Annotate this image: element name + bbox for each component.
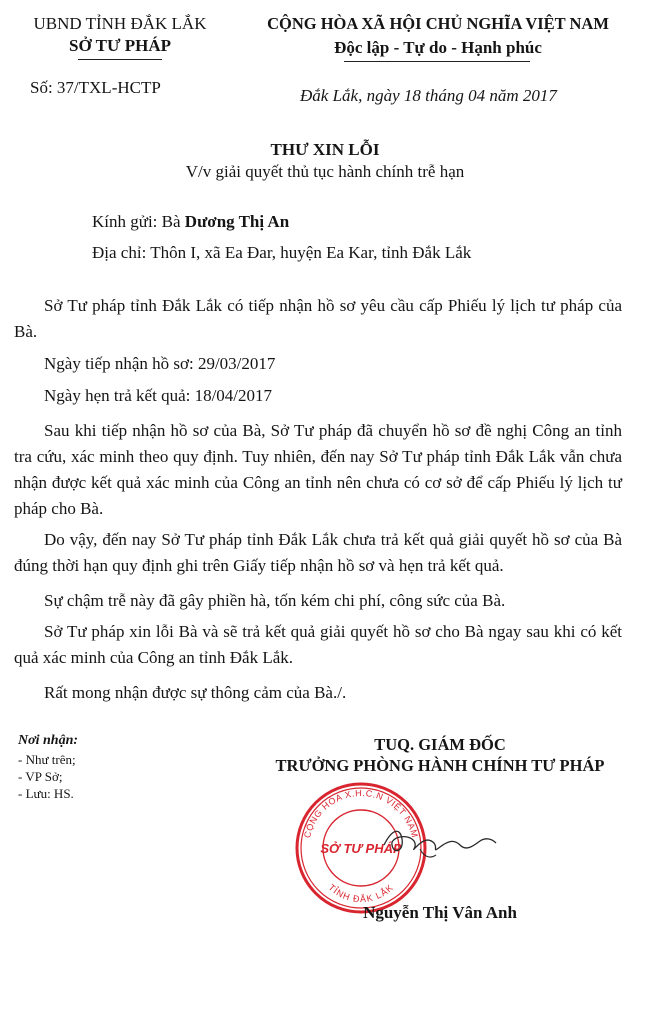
- letter-subject: V/v giải quyết thủ tục hành chính trễ hạn: [185, 162, 465, 181]
- motto: Độc lập - Tự do - Hạnh phúc: [334, 38, 542, 57]
- addressee-address: Địa chỉ: Thôn I, xã Ea Đar, huyện Ea Kar, tỉnh Đắk Lắk: [92, 243, 472, 262]
- recipients-heading: Nơi nhận:: [18, 733, 79, 748]
- addressee-name: Dương Thị An: [184, 212, 290, 231]
- recipient-item: - Như trên;: [18, 752, 76, 767]
- seal-center-text: SỞ TƯ PHÁP: [320, 841, 402, 856]
- due-date: Ngày hẹn trả kết quả: 18/04/2017: [44, 386, 273, 405]
- addressee-prefix: Kính gửi: Bà: [92, 212, 185, 231]
- nation-title: CỘNG HÒA XÃ HỘI CHỦ NGHĨA VIỆT NAM: [267, 14, 609, 33]
- agency-parent: UBND TỈNH ĐẮK LẮK: [33, 14, 207, 33]
- recipient-item: - Lưu: HS.: [18, 786, 74, 801]
- paragraph-3: Do vậy, đến nay Sở Tư pháp tỉnh Đắk Lắk chưa trả kết quả giải quyết hồ sơ của Bà đúng thời hạn quy định ghi trên Giấy tiếp nhận hồ sơ và hẹn trả kết quả.: [14, 530, 622, 575]
- agency-name: SỞ TƯ PHÁP: [68, 36, 171, 55]
- recipient-item: - VP Sở;: [18, 769, 63, 784]
- signer-name: Nguyễn Thị Vân Anh: [363, 903, 517, 922]
- place-date: Đắk Lắk, ngày 18 tháng 04 năm 2017: [300, 86, 557, 105]
- agency-underline: [78, 59, 162, 60]
- letter-title: THƯ XIN LỖI: [270, 140, 380, 159]
- paragraph-5: Sở Tư pháp xin lỗi Bà và sẽ trả kết quả giải quyết hồ sơ cho Bà ngay sau khi có kết quả xác minh của Công an tỉnh Đắk Lắk.: [14, 622, 622, 667]
- seal-ring-bottom: TỈNH ĐẮK LẮK: [326, 882, 396, 905]
- paragraph-4: Sự chậm trễ này đã gây phiền hà, tốn kém chi phí, công sức của Bà.: [44, 591, 506, 610]
- seal-ring-top: CỘNG HÒA X.H.C.N VIỆT NAM: [301, 787, 421, 840]
- addressee: [92, 212, 289, 232]
- signing-authority: TUQ. GIÁM ĐỐC: [374, 735, 506, 754]
- paragraph-6: Rất mong nhận được sự thông cảm của Bà./.: [44, 683, 347, 702]
- motto-underline: [344, 61, 530, 62]
- paragraph-2: Sau khi tiếp nhận hồ sơ của Bà, Sở Tư pháp đã chuyển hồ sơ đề nghị Công an tỉnh tra cứu, xác minh theo quy định. Tuy nhiên, đến nay Sở Tư pháp tỉnh Đắk Lắk vẫn chưa nhận được kết quả xác minh của Công an tỉnh nên chưa có cơ sở để cấp Phiếu lý lịch tư pháp cho Bà.: [14, 421, 622, 518]
- handwritten-signature: [380, 815, 500, 870]
- received-date: Ngày tiếp nhận hồ sơ: 29/03/2017: [44, 354, 276, 373]
- signer-position: TRƯỞNG PHÒNG HÀNH CHÍNH TƯ PHÁP: [275, 756, 605, 775]
- paragraph-1: Sở Tư pháp tỉnh Đắk Lắk có tiếp nhận hồ sơ yêu cầu cấp Phiếu lý lịch tư pháp của Bà.: [14, 296, 622, 341]
- document-number: Số: 37/TXL-HCTP: [30, 78, 161, 97]
